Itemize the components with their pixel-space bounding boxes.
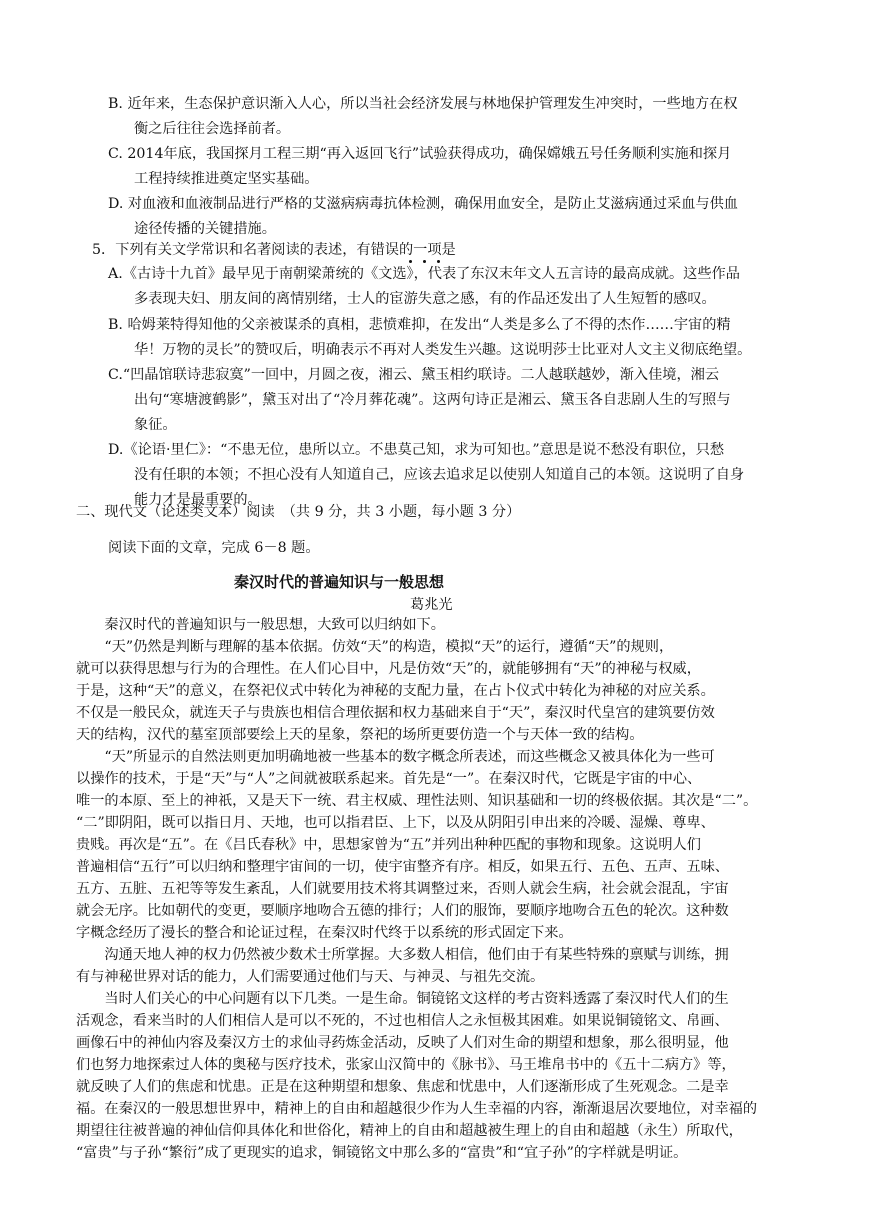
q5-option-d-line-3: 能力才是最重要的。 bbox=[134, 492, 262, 508]
q5-option-b-line-1: B. 哈姆莱特得知他的父亲被谋杀的真相，悲愤难抑，在发出“人类是多么了不得的杰作……宇宙的精 bbox=[108, 317, 731, 333]
article-author: 葛兆光 bbox=[410, 597, 453, 613]
article-line: 当时人们关心的中心问题有以下几类。一是生命。铜镜铭文这样的考古资料透露了秦汉时代人们的生 bbox=[76, 991, 729, 1007]
q5-option-c-line-1: C.“凹晶馆联诗悲寂寞”一回中，月圆之夜，湘云、黛玉相约联诗。二人越联越妙，渐入佳境，湘云 bbox=[108, 367, 720, 383]
q4-option-d-line-2: 途径传播的关键措施。 bbox=[134, 221, 276, 237]
section-heading: 二、现代文（论述类文本）阅读 （共 9 分，共 3 小题，每小题 3 分） bbox=[76, 504, 521, 520]
article-line: “富贵”与子孙“繁衍”成了更现实的追求，铜镜铭文中那么多的“富贵”和“宜子孙”的字样就是明证。 bbox=[76, 1145, 688, 1161]
article-line: 字概念经历了漫长的整合和论证过程，在秦汉时代终于以系统的形式固定下来。 bbox=[76, 925, 573, 941]
article-line: 活观念，看来当时的人们相信人是可以不死的，不过也相信人之永恒极其困难。如果说铜镜铭文、帛画、 bbox=[76, 1013, 729, 1029]
emphasis-dot bbox=[437, 260, 440, 263]
article-line: “二”即阴阳，既可以指日月、天地，也可以指君臣、上下，以及从阴阳引申出来的冷暖、湿燥、尊卑、 bbox=[76, 815, 715, 831]
q5-option-c-line-2: 出句“寒塘渡鹤影”，黛玉对出了“冷月葬花魂”。这两句诗正是湘云、黛玉各自悲剧人生的写照与 bbox=[134, 392, 731, 408]
q5-option-a-line-2: 多表现夫妇、朋友间的离情别绪，士人的宦游失意之感，有的作品还发出了人生短暂的感叹。 bbox=[134, 291, 716, 307]
q5-option-c-line-3: 象征。 bbox=[134, 417, 177, 433]
q5-option-d-line-1: D.《论语·里仁》：“不患无位，患所以立。不患莫己知，求为可知也。”意思是说不愁没有职位，只愁 bbox=[108, 442, 725, 458]
article-line: 于是，这种“天”的意义，在祭祀仪式中转化为神秘的支配力量，在占卜仪式中转化为神秘的对应关系。 bbox=[76, 683, 715, 699]
q5-option-d-line-2: 没有任职的本领；不担心没有人知道自己，应该去追求足以使别人知道自己的本领。这说明了自身 bbox=[134, 467, 745, 483]
article-line: 有与神秘世界对话的能力，人们需要通过他们与天、与神灵、与祖先交流。 bbox=[76, 969, 545, 985]
article-line: 不仅是一般民众，就连天子与贵族也相信合理依据和权力基础来自于“天”，秦汉时代皇宫的建筑要仿效 bbox=[76, 705, 715, 721]
article-line: 们也努力地探索过人体的奥秘与医疗技术，张家山汉简中的《脉书》、马王堆帛书中的《五十二病方》等， bbox=[76, 1057, 736, 1073]
q5-option-a-line-1: A.《古诗十九首》最早见于南朝梁萧统的《文选》，代表了东汉末年文人五言诗的最高成就。这些作品 bbox=[108, 266, 740, 282]
article-line: 唯一的本原、至上的神祇，又是天下一统、君主权威、理性法则、知识基础和一切的终极依据。其次是“二”。 bbox=[76, 793, 758, 809]
q5-stem: 5．下列有关文学常识和名著阅读的表述，有错误的一项是 bbox=[92, 242, 456, 258]
q4-option-c-line-1: C. 2014年底，我国探月工程三期“再入返回飞行”试验获得成功，确保嫦娥五号任务顺利实施和探月 bbox=[108, 146, 732, 162]
article-line: “天”仍然是判断与理解的基本依据。仿效“天”的构造，模拟“天”的运行，遵循“天”的规则， bbox=[76, 639, 674, 655]
emphasis-dot bbox=[409, 260, 412, 263]
article-line: 五方、五脏、五祀等等发生紊乱，人们就要用技术将其调整过来，否则人就会生病，社会就会混乱，宇宙 bbox=[76, 881, 729, 897]
article-line: 天的结构，汉代的墓室顶部要绘上天的星象，祭祀的场所更要仿造一个与天体一致的结构。 bbox=[76, 727, 644, 743]
emphasis-dot bbox=[423, 260, 426, 263]
q4-option-c-line-2: 工程持续推进奠定坚实基础。 bbox=[134, 171, 319, 187]
reading-instruction: 阅读下面的文章，完成 6－8 题。 bbox=[108, 540, 320, 556]
article-line: 沟通天地人神的权力仍然被少数术士所掌握。大多数人相信，他们由于有某些特殊的禀赋与训练，拥 bbox=[76, 947, 729, 963]
article-line: 秦汉时代的普遍知识与一般思想，大致可以归纳如下。 bbox=[76, 617, 445, 633]
q4-option-b-line-2: 衡之后往往会选择前者。 bbox=[134, 121, 291, 137]
article-line: 期望往往被普遍的神仙信仰具体化和世俗化，精神上的自由和超越被生理上的自由和超越（永生）所取代， bbox=[76, 1123, 743, 1139]
article-line: 画像石中的神仙内容及秦汉方士的求仙寻药炼金活动，反映了人们对生命的期望和想象，那么很明显，他 bbox=[76, 1035, 729, 1051]
q4-option-d-line-1: D. 对血液和血液制品进行严格的艾滋病病毒抗体检测，确保用血安全，是防止艾滋病通过采血与供血 bbox=[108, 196, 738, 212]
q5-option-b-line-2: 华！万物的灵长”的赞叹后，明确表示不再对人类发生兴趣。这说明莎士比亚对人文主义彻底绝望。 bbox=[134, 342, 752, 358]
article-line: 普遍相信“五行”可以归纳和整理宇宙间的一切，使宇宙整齐有序。相反，如果五行、五色、五声、五味、 bbox=[76, 859, 729, 875]
article-line: 贵贱。再次是“五”。在《吕氏春秋》中，思想家曾为“五”并列出种种匹配的事物和现象。这说明人们 bbox=[76, 837, 701, 853]
article-line: 就反映了人们的焦虑和忧患。正是在这种期望和想象、焦虑和忧患中，人们逐渐形成了生死观念。二是幸 bbox=[76, 1079, 729, 1095]
article-line: “天”所显示的自然法则更加明确地被一些基本的数字概念所表述，而这些概念又被具体化为一些可 bbox=[76, 749, 715, 765]
article-line: 以操作的技术，于是“天”与“人”之间就被联系起来。首先是“一”。在秦汉时代，它既是宇宙的中心、 bbox=[76, 771, 702, 787]
q4-option-b-line-1: B. 近年来，生态保护意识渐入人心，所以当社会经济发展与林地保护管理发生冲突时，一些地方在权 bbox=[108, 96, 738, 112]
article-line: 就会无序。比如朝代的变更，要顺序地吻合五德的排行；人们的服饰，要顺序地吻合五色的轮次。这种数 bbox=[76, 903, 729, 919]
article-line: 就可以获得思想与行为的合理性。在人们心目中，凡是仿效“天”的，就能够拥有“天”的神秘与权威， bbox=[76, 661, 701, 677]
article-line: 福。在秦汉的一般思想世界中，精神上的自由和超越很少作为人生幸福的内容，渐渐退居次要地位，对幸福的 bbox=[76, 1101, 758, 1117]
article-title: 秦汉时代的普遍知识与一般思想 bbox=[234, 573, 445, 591]
